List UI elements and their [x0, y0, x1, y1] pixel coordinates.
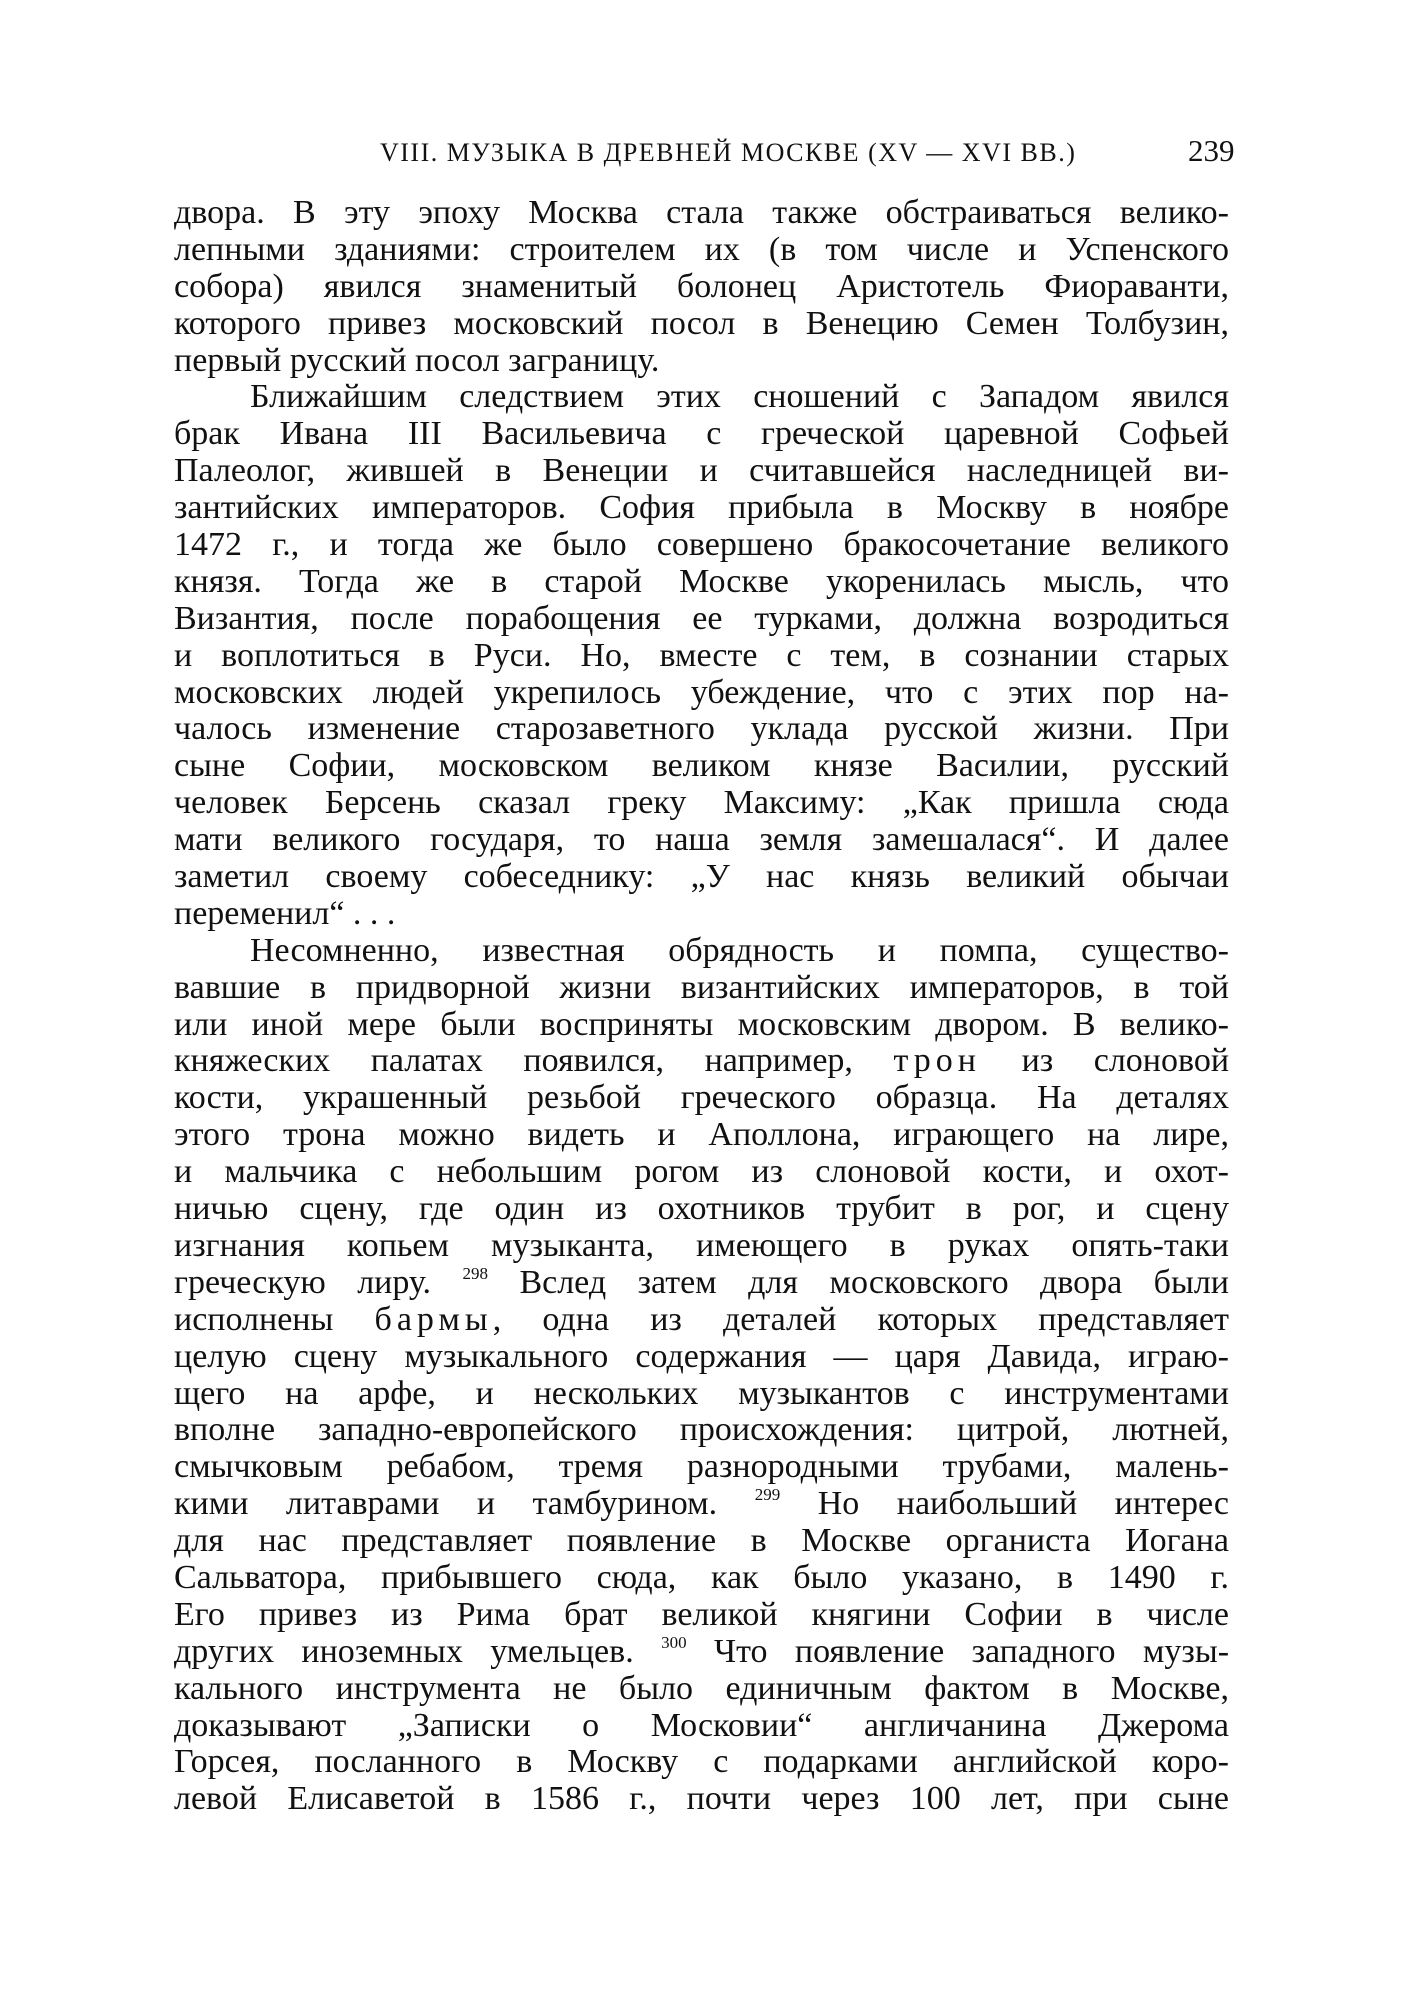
footnote-ref: 299	[754, 1486, 781, 1505]
text-line: Сальватора, прибывшего сюда, как было указано, в 1490 г.	[174, 1559, 1229, 1596]
text-line: князя. Тогда же в старой Москве укоренилась мысль, что	[174, 563, 1229, 600]
body-text	[174, 195, 1229, 1818]
text-line: чалось изменение старозаветного уклада русской жизни. При	[174, 711, 1229, 748]
text-line: вполне западно-европейского происхождения: цитрой, лютней,	[174, 1412, 1229, 1449]
text-run: Вслед затем для московского двора были	[519, 1264, 1229, 1301]
spaced-term: трон	[893, 1043, 981, 1080]
text-line: щего на арфе, и нескольких музыкантов с инструментами	[174, 1375, 1229, 1412]
text-run: Что появление западного музы-	[713, 1633, 1229, 1670]
text-run: греческую лиру.	[174, 1264, 432, 1301]
text-line: брак Ивана III Васильевича с греческой царевной Софьей	[174, 416, 1229, 453]
text-line: Несомненно, известная обрядность и помпа, существо-	[250, 932, 1229, 969]
text-line: доказывают „Записки о Московии“ англичанина Джерома	[174, 1707, 1229, 1744]
text-line: для нас представляет появление в Москве органиста Иогана	[174, 1523, 1229, 1560]
text-run: княжеских палатах появился, например,	[174, 1043, 853, 1080]
text-run: кими литаврами и тамбурином.	[174, 1486, 718, 1523]
text-line: смычковым ребабом, тремя разнородными трубами, малень-	[174, 1449, 1229, 1486]
text-run: Но наибольший интерес	[817, 1486, 1229, 1523]
text-line: собора) явился знаменитый болонец Аристотель Фиораванти,	[174, 268, 1229, 305]
text-line: кости, украшенный резьбой греческого образца. На деталях	[174, 1080, 1229, 1117]
text-line: Ближайшим следствием этих сношений с Западом явился	[250, 379, 1229, 416]
text-line: 1472 г., и тогда же было совершено бракосочетание великого	[174, 527, 1229, 564]
text-line: вавшие в придворной жизни византийских императоров, в той	[174, 969, 1229, 1006]
text-line: Палеолог, жившей в Венеции и считавшейся наследницей ви-	[174, 453, 1229, 490]
text-line: двора. В эту эпоху Москва стала также обстраиваться велико-	[174, 195, 1229, 231]
text-line: сыне Софии, московском великом князе Василии, русский	[174, 748, 1229, 785]
text-line: Его привез из Рима брат великой княгини Софии в числе	[174, 1596, 1229, 1633]
text-line: человек Берсень сказал греку Максиму: „Как пришла сюда	[174, 785, 1229, 822]
text-line	[174, 1486, 1229, 1523]
page-number: 239	[1188, 133, 1235, 168]
footnote-ref: 298	[462, 1264, 488, 1283]
text-run: , одна из деталей которых представляет	[492, 1301, 1229, 1338]
text-line: кального инструмента не было единичным фактом в Москве,	[174, 1670, 1229, 1707]
text-line: которого привез московский посол в Венецию Семен Толбузин,	[174, 305, 1229, 342]
text-line	[174, 1043, 1229, 1080]
text-line: первый русский посол заграницу.	[174, 342, 660, 379]
text-line: зантийских императоров. София прибыла в Москву в ноябре	[174, 490, 1229, 527]
text-line	[174, 1634, 1229, 1671]
text-line: ничью сцену, где один из охотников трубит в рог, и сцену	[174, 1191, 1229, 1228]
text-line: Византия, после порабощения ее турками, должна возродиться	[174, 600, 1229, 637]
text-line: этого трона можно видеть и Аполлона, играющего на лире,	[174, 1117, 1229, 1154]
text-line: целую сцену музыкального содержания — царя Давида, играю-	[174, 1338, 1229, 1375]
footnote-ref: 300	[661, 1633, 687, 1652]
text-line: Горсея, посланного в Москву с подарками английской коро-	[174, 1744, 1229, 1781]
text-run: исполнены	[174, 1301, 334, 1338]
text-line: переменил“ . . .	[174, 895, 396, 932]
text-line: лепными зданиями: строителем их (в том числе и Успенского	[174, 231, 1229, 268]
text-line: заметил своему собеседнику: „У нас князь великий обычаи	[174, 859, 1229, 896]
text-line	[174, 1265, 1229, 1302]
spaced-term: бармы	[374, 1301, 493, 1338]
text-run: из слоновой	[1021, 1043, 1229, 1080]
text-line: мати великого государя, то наша земля замешалася“. И далее	[174, 822, 1229, 859]
text-line: или иной мере были восприняты московским двором. В велико-	[174, 1006, 1229, 1043]
text-line: московских людей укрепилось убеждение, что с этих пор на-	[174, 674, 1229, 711]
text-line: и мальчика с небольшим рогом из слоновой кости, и охот-	[174, 1154, 1229, 1191]
text-run: других иноземных умельцев.	[174, 1633, 634, 1670]
text-line: левой Елисаветой в 1586 г., почти через 100 лет, при сыне	[174, 1781, 1229, 1818]
text-line	[174, 1302, 1229, 1339]
text-line: и воплотиться в Руси. Но, вместе с тем, в сознании старых	[174, 637, 1229, 674]
text-line: изгнания копьем музыканта, имеющего в руках опять-таки	[174, 1227, 1229, 1264]
running-title: VIII. МУЗЫКА В ДРЕВНЕЙ МОСКВЕ (XV — XVI ВВ.)	[380, 138, 1077, 167]
